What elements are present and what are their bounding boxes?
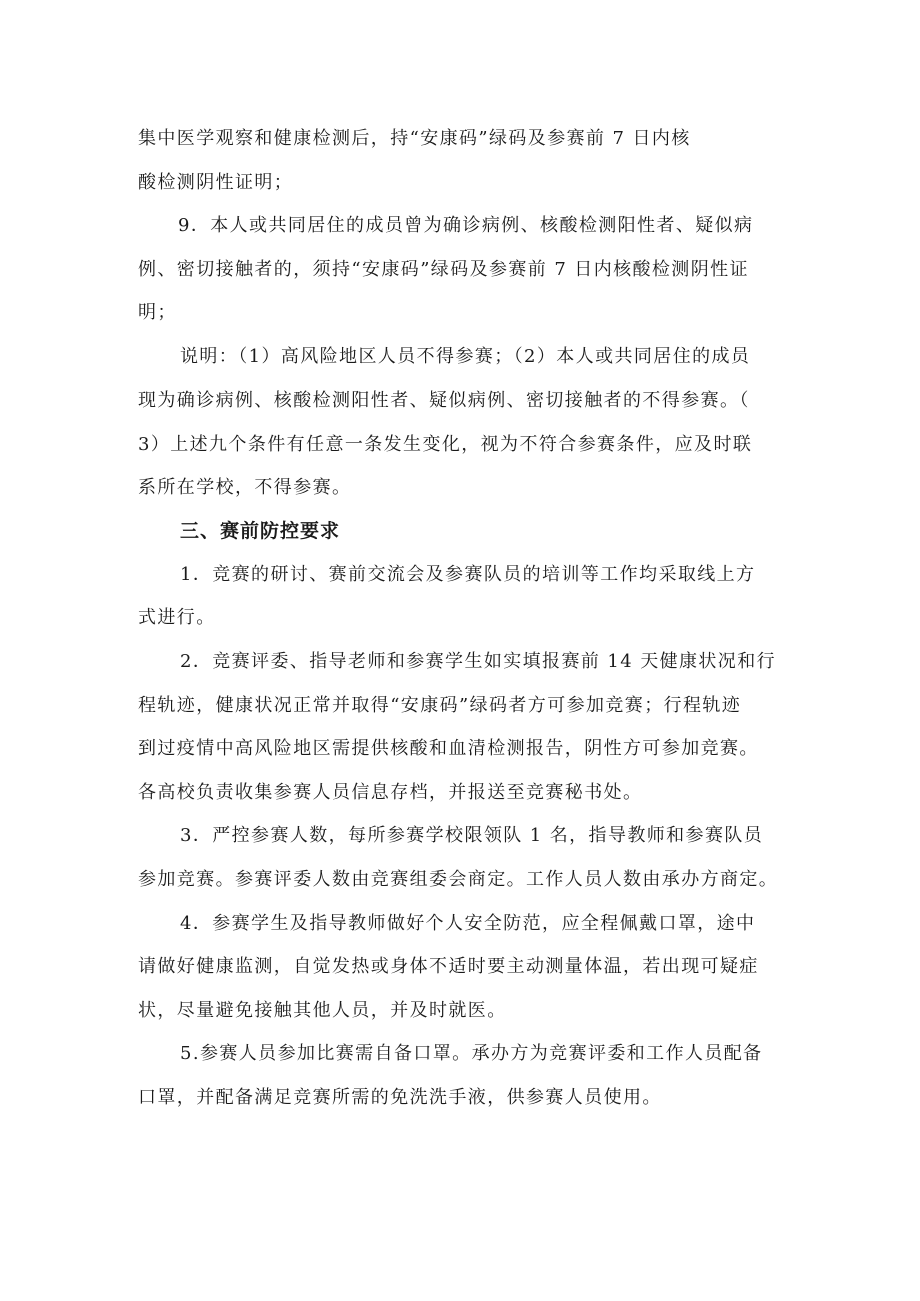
text-line: 酸检测阴性证明；	[138, 172, 294, 193]
text-line: 各高校负责收集参赛人员信息存档，并报送至竞赛秘书处。	[138, 782, 643, 803]
text-line: 系所在学校，不得参赛。	[138, 477, 352, 498]
text-line: 明；	[138, 302, 177, 323]
text-line: 现为确诊病例、核酸检测阳性者、疑似病例、密切接触者的不得参赛。（	[138, 390, 750, 411]
section-heading: 三、赛前防控要求	[180, 520, 341, 542]
text-line: 参加竞赛。参赛评委人数由竞赛组委会商定。工作人员人数由承办方商定。	[138, 869, 779, 890]
text-line: 集中医学观察和健康检测后，持“安康码”绿码及参赛前 7 日内核	[138, 128, 691, 149]
text-line: 例、密切接触者的，须持“安康码”绿码及参赛前 7 日内核酸检测阴性证	[138, 259, 749, 280]
list-item-9: 9．本人或共同居住的成员曾为确诊病例、核酸检测阳性者、疑似病	[178, 215, 754, 236]
text-line: 请做好健康监测，自觉发热或身体不适时要主动测量体温，若出现可疑症	[138, 956, 759, 977]
text-line: 口罩，并配备满足竞赛所需的免洗洗手液，供参赛人员使用。	[138, 1087, 662, 1108]
text-line: 到过疫情中高风险地区需提供核酸和血清检测报告，阴性方可参加竞赛。	[138, 738, 759, 759]
list-item-3: 3．严控参赛人数，每所参赛学校限领队 1 名，指导教师和参赛队员	[180, 825, 764, 846]
text-line: 状，尽量避免接触其他人员，并及时就医。	[138, 1000, 507, 1021]
list-item-4: 4．参赛学生及指导教师做好个人安全防范，应全程佩戴口罩，途中	[180, 913, 756, 934]
note-paragraph: 说明：（1）高风险地区人员不得参赛；（2）本人或共同居住的成员	[180, 346, 751, 367]
list-item-1: 1．竞赛的研讨、赛前交流会及参赛队员的培训等工作均采取线上方	[180, 564, 756, 585]
text-line: 程轨迹，健康状况正常并取得“安康码”绿码者方可参加竞赛；行程轨迹	[138, 695, 742, 716]
text-line: 3）上述九个条件有任意一条发生变化，视为不符合参赛条件，应及时联	[138, 434, 753, 455]
list-item-2: 2．竞赛评委、指导老师和参赛学生如实填报赛前 14 天健康状况和行	[180, 651, 776, 672]
text-line: 式进行。	[138, 607, 216, 628]
list-item-5: 5.参赛人员参加比赛需自备口罩。承办方为竞赛评委和工作人员配备	[180, 1043, 763, 1064]
